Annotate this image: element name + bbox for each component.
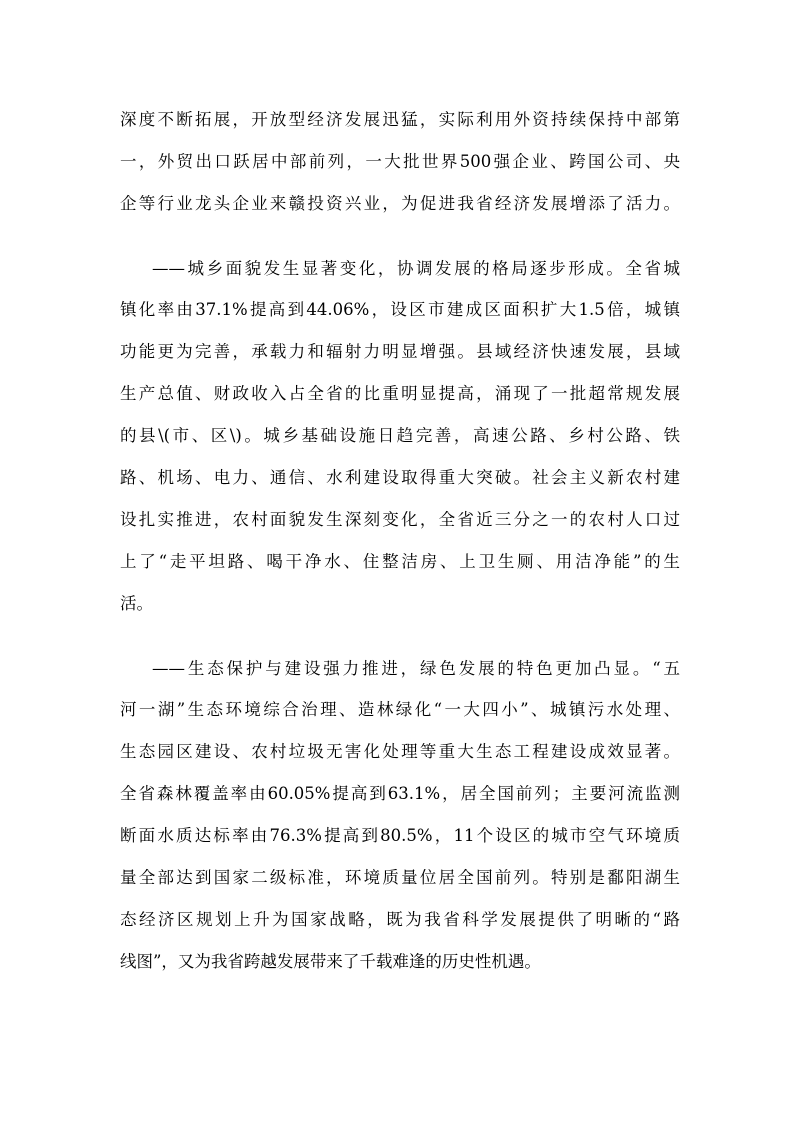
paragraph-3-line-4: 全省森林覆盖率由60.05%提高到63.1%，居全国前列；主要河流监测 xyxy=(120,784,680,803)
paragraph-2-line-2: 镇化率由37.1%提高到44.06%，设区市建成区面积扩大1.5倍，城镇 xyxy=(120,300,680,319)
paragraph-3-line-1: ——生态保护与建设强力推进，绿色发展的特色更加凸显。“五 xyxy=(152,659,680,678)
paragraph-2-line-4: 生产总值、财政收入占全省的比重明显提高，涌现了一批超常规发展 xyxy=(120,384,680,403)
paragraph-2-line-3: 功能更为完善，承载力和辐射力明显增强。县域经济快速发展，县域 xyxy=(120,342,680,361)
paragraph-2-line-7: 设扎实推进，农村面貌发生深刻变化，全省近三分之一的农村人口过 xyxy=(120,510,680,529)
paragraph-2-line-6: 路、机场、电力、通信、水利建设取得重大突破。社会主义新农村建 xyxy=(120,468,680,487)
paragraph-3-line-3: 生态园区建设、农村垃圾无害化处理等重大生态工程建设成效显著。 xyxy=(120,742,680,761)
paragraph-3-line-5: 断面水质达标率由76.3%提高到80.5%，11个设区的城市空气环境质 xyxy=(120,826,680,845)
paragraph-1-line-3: 企等行业龙头企业来赣投资兴业，为促进我省经济发展增添了活力。 xyxy=(120,194,680,213)
paragraph-1-line-1: 深度不断拓展，开放型经济发展迅猛，实际利用外资持续保持中部第 xyxy=(120,110,680,129)
paragraph-3-line-7: 态经济区规划上升为国家战略，既为我省科学发展提供了明晰的“路 xyxy=(120,910,680,929)
paragraph-2-line-1: ——城乡面貌发生显著变化，协调发展的格局逐步形成。全省城 xyxy=(152,259,680,278)
paragraph-3-line-2: 河一湖”生态环境综合治理、造林绿化“一大四小”、城镇污水处理、 xyxy=(120,700,680,719)
paragraph-3-line-6: 量全部达到国家二级标准，环境质量位居全国前列。特别是鄱阳湖生 xyxy=(120,868,680,887)
paragraph-3-line-8: 线图”，又为我省跨越发展带来了千载难逢的历史性机遇。 xyxy=(120,952,541,971)
paragraph-2-line-9: 活。 xyxy=(120,594,153,613)
paragraph-2-line-5: 的县\(市、区\)。城乡基础设施日趋完善，高速公路、乡村公路、铁 xyxy=(120,426,680,445)
paragraph-1-line-2: 一，外贸出口跃居中部前列，一大批世界500强企业、跨国公司、央 xyxy=(120,152,680,171)
paragraph-2-line-8: 上了“走平坦路、喝干净水、住整洁房、上卫生厕、用洁净能”的生 xyxy=(120,552,680,571)
